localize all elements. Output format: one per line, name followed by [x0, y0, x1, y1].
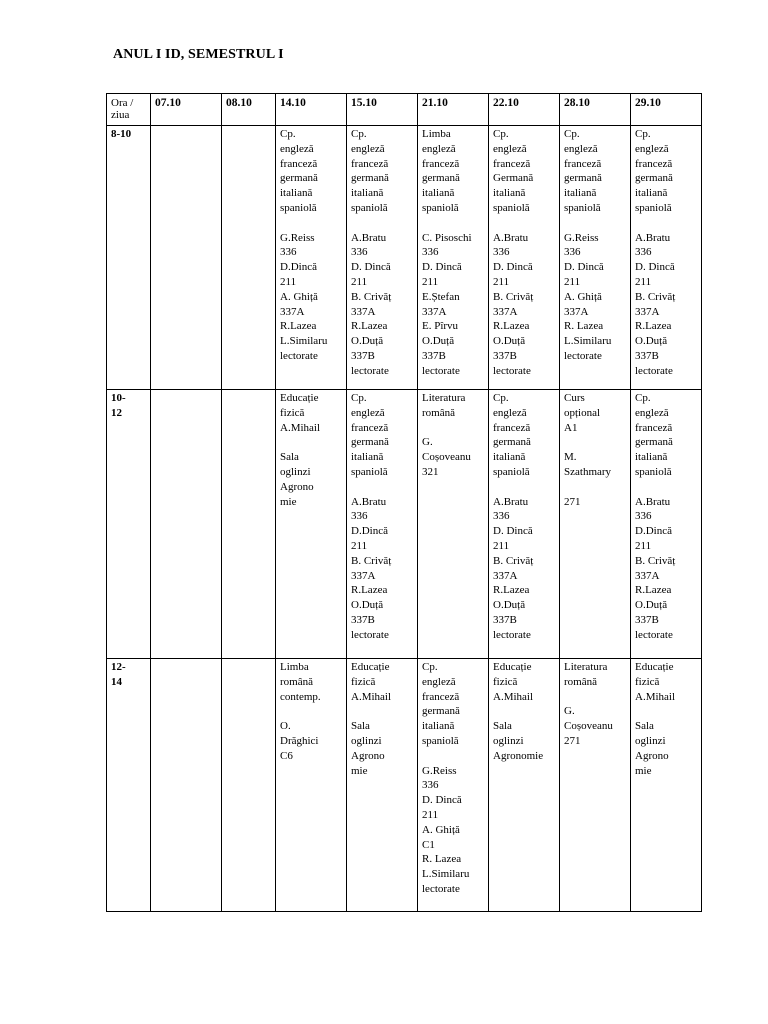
- cell-line: lectorate: [280, 349, 318, 362]
- cell-line: Sala: [635, 720, 654, 733]
- cell-line: 271: [564, 734, 581, 747]
- corner-header-cell: [107, 94, 151, 126]
- cell-line: 271: [564, 495, 581, 508]
- cell-line: franceză: [422, 690, 460, 703]
- cell-line: 337A: [635, 569, 660, 582]
- cell-line: Cp.: [493, 128, 509, 140]
- time-slot-row: [107, 390, 702, 659]
- cell-line: 211: [422, 275, 439, 288]
- cell-line: Germană: [493, 172, 534, 185]
- cell-line: 337A: [564, 305, 589, 318]
- cell-line: mie: [280, 495, 297, 508]
- cell-line: A.Bratu: [493, 495, 529, 508]
- schedule-cell: [151, 390, 222, 659]
- cell-line: spaniolă: [280, 201, 317, 214]
- cell-line: engleză: [493, 406, 527, 419]
- schedule-cell: [418, 126, 489, 390]
- cell-line: franceză: [422, 157, 460, 170]
- cell-line: engleză: [564, 142, 598, 155]
- cell-line: Limba: [280, 661, 309, 673]
- cell-line: 337B: [635, 613, 659, 626]
- line-gap: [351, 480, 417, 495]
- cell-line: franceză: [635, 421, 673, 434]
- cell-line: Agrono: [280, 480, 314, 493]
- cell-line: spaniolă: [493, 465, 530, 478]
- cell-line: italiană: [493, 187, 526, 200]
- cell-line: B. Crivăț: [351, 290, 392, 303]
- cell-line: contemp.: [280, 690, 321, 703]
- page-title: ANUL I ID, SEMESTRUL I: [113, 47, 284, 62]
- cell-line: G.Reiss: [564, 231, 599, 244]
- schedule-cell: [560, 390, 631, 659]
- cell-line: Cp.: [351, 392, 367, 404]
- cell-line: română: [564, 675, 597, 688]
- line-gap: [351, 216, 417, 231]
- cell-line: 337A: [493, 305, 518, 318]
- cell-line: D. Dincă: [351, 261, 391, 274]
- date-header-cell: 07.10: [151, 94, 222, 126]
- cell-line: lectorate: [635, 364, 673, 377]
- cell-line: română: [422, 406, 455, 419]
- cell-line: engleză: [351, 406, 385, 419]
- line-gap: [564, 435, 630, 450]
- cell-line: 8-10: [111, 128, 132, 140]
- cell-line: 337B: [351, 613, 375, 626]
- cell-line: Cp.: [351, 128, 367, 140]
- cell-line: Educație: [280, 392, 319, 404]
- schedule-cell: [151, 126, 222, 390]
- cell-line: O.Duță: [493, 599, 526, 612]
- cell-line: C1: [422, 838, 435, 851]
- cell-line: 336: [351, 246, 368, 259]
- cell-line: spaniolă: [564, 201, 601, 214]
- corner-label-line: ziua: [111, 109, 130, 121]
- cell-line: 337A: [351, 305, 376, 318]
- cell-line: spaniolă: [635, 201, 672, 214]
- cell-line: O.: [280, 720, 291, 733]
- time-slot-cell: [107, 659, 151, 912]
- cell-line: italiană: [564, 187, 597, 200]
- cell-line: L.Similaru: [280, 335, 328, 348]
- cell-line: 211: [493, 275, 510, 288]
- cell-line: G.: [422, 436, 433, 449]
- cell-line: Cp.: [280, 128, 296, 140]
- cell-line: D. Dincă: [493, 261, 533, 274]
- cell-line: 337B: [493, 349, 517, 362]
- cell-line: 337A: [280, 305, 305, 318]
- cell-line: L.Similaru: [564, 335, 612, 348]
- schedule-cell: [276, 390, 347, 659]
- cell-line: franceză: [564, 157, 602, 170]
- cell-line: 336: [564, 246, 581, 259]
- cell-line: 211: [351, 275, 368, 288]
- cell-line: G.Reiss: [280, 231, 315, 244]
- cell-line: Educație: [493, 661, 532, 673]
- cell-line: germană: [635, 436, 673, 449]
- cell-line: A. Ghiță: [564, 290, 602, 303]
- cell-line: A.Bratu: [635, 231, 671, 244]
- line-gap: [351, 704, 417, 719]
- cell-line: A. Ghiță: [422, 823, 460, 836]
- cell-line: italiană: [493, 451, 526, 464]
- cell-line: oglinzi: [280, 465, 311, 478]
- schedule-cell: [560, 659, 631, 912]
- cell-line: 337A: [422, 305, 447, 318]
- cell-line: 336: [422, 779, 439, 792]
- cell-line: 337B: [635, 349, 659, 362]
- schedule-cell: [631, 659, 702, 912]
- cell-line: Coșoveanu: [564, 720, 613, 733]
- cell-line: lectorate: [422, 364, 460, 377]
- schedule-cell: [276, 126, 347, 390]
- cell-line: E.Ștefan: [422, 290, 460, 303]
- time-slot-cell: [107, 390, 151, 659]
- cell-line: italiană: [351, 451, 384, 464]
- cell-line: R. Lazea: [564, 320, 604, 333]
- cell-line: D. Dincă: [564, 261, 604, 274]
- cell-line: germană: [635, 172, 673, 185]
- schedule-cell: [489, 659, 560, 912]
- cell-line: A1: [564, 421, 578, 434]
- time-slot-row: [107, 126, 702, 390]
- line-gap: [564, 690, 630, 705]
- line-gap: [564, 216, 630, 231]
- cell-line: G.: [564, 705, 575, 718]
- corner-label-line: Ora /: [111, 97, 134, 109]
- cell-line: A.Bratu: [635, 495, 671, 508]
- cell-line: germană: [493, 436, 531, 449]
- time-slot-row: [107, 659, 702, 912]
- cell-line: 337B: [422, 349, 446, 362]
- line-gap: [280, 704, 346, 719]
- cell-line: 14: [111, 675, 122, 688]
- cell-line: O.Duță: [635, 335, 668, 348]
- cell-line: engleză: [422, 142, 456, 155]
- cell-line: R.Lazea: [635, 584, 672, 597]
- cell-line: A.Mihail: [280, 421, 321, 434]
- cell-line: O.Duță: [422, 335, 455, 348]
- cell-line: italiană: [422, 187, 455, 200]
- cell-line: 336: [493, 510, 510, 523]
- cell-line: fizică: [635, 675, 660, 688]
- line-gap: [422, 216, 488, 231]
- cell-line: engleză: [280, 142, 314, 155]
- cell-line: Sala: [351, 720, 370, 733]
- cell-line: 336: [422, 246, 439, 259]
- cell-line: italiană: [351, 187, 384, 200]
- schedule-cell: [222, 390, 276, 659]
- cell-line: B. Crivăț: [493, 554, 534, 567]
- cell-line: fizică: [351, 675, 376, 688]
- cell-line: C. Pisoschi: [422, 231, 472, 244]
- cell-line: B. Crivăț: [635, 554, 676, 567]
- cell-line: A. Ghiță: [280, 290, 318, 303]
- cell-line: engleză: [493, 142, 527, 155]
- cell-line: 337A: [351, 569, 376, 582]
- cell-line: germană: [351, 172, 389, 185]
- cell-line: spaniolă: [351, 201, 388, 214]
- cell-line: franceză: [493, 157, 531, 170]
- schedule-cell: [560, 126, 631, 390]
- line-gap: [422, 749, 488, 764]
- cell-line: Cp.: [635, 128, 651, 140]
- cell-line: franceză: [493, 421, 531, 434]
- line-gap: [635, 216, 701, 231]
- cell-line: Cp.: [493, 392, 509, 404]
- schedule-cell: [222, 126, 276, 390]
- cell-line: lectorate: [635, 628, 673, 641]
- cell-line: Limba: [422, 128, 451, 140]
- cell-line: 211: [351, 539, 368, 552]
- cell-line: spaniolă: [493, 201, 530, 214]
- cell-line: Curs: [564, 392, 585, 404]
- cell-line: R.Lazea: [280, 320, 317, 333]
- cell-line: lectorate: [493, 364, 531, 377]
- cell-line: română: [280, 675, 313, 688]
- cell-line: Literatura: [564, 661, 608, 673]
- cell-line: L.Similaru: [422, 868, 470, 881]
- cell-line: 211: [422, 808, 439, 821]
- cell-line: italiană: [635, 451, 668, 464]
- cell-line: Cp.: [564, 128, 580, 140]
- line-gap: [635, 480, 701, 495]
- cell-line: spaniolă: [422, 201, 459, 214]
- schedule-cell: [418, 659, 489, 912]
- cell-line: lectorate: [351, 364, 389, 377]
- cell-line: R.Lazea: [351, 584, 388, 597]
- line-gap: [493, 704, 559, 719]
- cell-line: germană: [564, 172, 602, 185]
- schedule-cell: [489, 390, 560, 659]
- cell-line: 336: [635, 246, 652, 259]
- cell-line: B. Crivăț: [635, 290, 676, 303]
- cell-line: franceză: [280, 157, 318, 170]
- cell-line: Szathmary: [564, 465, 612, 478]
- cell-line: Agrono: [351, 749, 385, 762]
- cell-line: 337A: [493, 569, 518, 582]
- line-gap: [493, 216, 559, 231]
- cell-line: A.Mihail: [351, 690, 392, 703]
- cell-line: 12: [111, 406, 122, 419]
- schedule-cell: [347, 126, 418, 390]
- line-gap: [493, 480, 559, 495]
- cell-line: A.Bratu: [351, 231, 387, 244]
- schedule-cell: [631, 126, 702, 390]
- cell-line: 336: [635, 510, 652, 523]
- cell-line: germană: [422, 172, 460, 185]
- cell-line: Educație: [635, 661, 674, 673]
- cell-line: italiană: [422, 720, 455, 733]
- cell-line: Cp.: [422, 661, 438, 673]
- schedule-cell: [151, 659, 222, 912]
- cell-line: D. Dincă: [493, 525, 533, 538]
- date-header-cell: 15.10: [347, 94, 418, 126]
- cell-line: 337B: [493, 613, 517, 626]
- cell-line: C6: [280, 749, 293, 762]
- schedule-cell: [418, 390, 489, 659]
- line-gap: [280, 435, 346, 450]
- cell-line: M.: [564, 451, 577, 464]
- cell-line: O.Duță: [493, 335, 526, 348]
- cell-line: 321: [422, 465, 439, 478]
- cell-line: franceză: [635, 157, 673, 170]
- cell-line: oglinzi: [351, 734, 382, 747]
- cell-line: R.Lazea: [493, 320, 530, 333]
- cell-line: Agronomie: [493, 749, 544, 762]
- cell-line: spaniolă: [635, 465, 672, 478]
- cell-line: Educație: [351, 661, 390, 673]
- schedule-cell: [347, 390, 418, 659]
- cell-line: 12-: [111, 661, 126, 673]
- cell-line: lectorate: [564, 349, 602, 362]
- cell-line: D. Dincă: [422, 261, 462, 274]
- cell-line: A.Mihail: [493, 690, 534, 703]
- cell-line: D. Dincă: [422, 794, 462, 807]
- date-header-cell: 22.10: [489, 94, 560, 126]
- cell-line: A.Mihail: [635, 690, 676, 703]
- cell-line: O.Duță: [351, 335, 384, 348]
- cell-line: O.Duță: [351, 599, 384, 612]
- line-gap: [280, 216, 346, 231]
- cell-line: R. Lazea: [422, 853, 462, 866]
- cell-line: spaniolă: [422, 734, 459, 747]
- header-row: [107, 94, 702, 126]
- cell-line: D.Dincă: [351, 525, 388, 538]
- cell-line: lectorate: [351, 628, 389, 641]
- cell-line: B. Crivăț: [493, 290, 534, 303]
- cell-line: franceză: [351, 421, 389, 434]
- schedule-cell: [631, 390, 702, 659]
- cell-line: lectorate: [493, 628, 531, 641]
- cell-line: D.Dincă: [280, 261, 317, 274]
- schedule-table: [106, 93, 702, 912]
- cell-line: B. Crivăț: [351, 554, 392, 567]
- cell-line: A.Bratu: [351, 495, 387, 508]
- cell-line: Sala: [280, 451, 299, 464]
- cell-line: italiană: [635, 187, 668, 200]
- time-slot-cell: [107, 126, 151, 390]
- schedule-cell: [276, 659, 347, 912]
- cell-line: R.Lazea: [635, 320, 672, 333]
- cell-line: engleză: [635, 142, 669, 155]
- cell-line: R.Lazea: [493, 584, 530, 597]
- cell-line: 336: [493, 246, 510, 259]
- cell-line: 211: [635, 275, 652, 288]
- cell-line: 337A: [635, 305, 660, 318]
- date-header-cell: 21.10: [418, 94, 489, 126]
- cell-line: 336: [351, 510, 368, 523]
- cell-line: 211: [280, 275, 297, 288]
- cell-line: E. Pîrvu: [422, 320, 459, 333]
- cell-line: oglinzi: [493, 734, 524, 747]
- cell-line: engleză: [635, 406, 669, 419]
- cell-line: 211: [635, 539, 652, 552]
- cell-line: D. Dincă: [635, 261, 675, 274]
- cell-line: spaniolă: [351, 465, 388, 478]
- cell-line: 211: [493, 539, 510, 552]
- schedule-cell: [222, 659, 276, 912]
- date-header-cell: 08.10: [222, 94, 276, 126]
- date-header-cell: 14.10: [276, 94, 347, 126]
- line-gap: [635, 704, 701, 719]
- line-gap: [564, 480, 630, 495]
- cell-line: mie: [635, 764, 652, 777]
- cell-line: G.Reiss: [422, 764, 457, 777]
- cell-line: Cp.: [635, 392, 651, 404]
- cell-line: Sala: [493, 720, 512, 733]
- cell-line: Literatura: [422, 392, 466, 404]
- cell-line: germană: [422, 705, 460, 718]
- cell-line: engleză: [351, 142, 385, 155]
- cell-line: lectorate: [422, 882, 460, 895]
- cell-line: 337B: [351, 349, 375, 362]
- cell-line: O.Duță: [635, 599, 668, 612]
- date-header-cell: 29.10: [631, 94, 702, 126]
- cell-line: oglinzi: [635, 734, 666, 747]
- cell-line: Agrono: [635, 749, 669, 762]
- date-header-cell: 28.10: [560, 94, 631, 126]
- cell-line: 336: [280, 246, 297, 259]
- cell-line: engleză: [422, 675, 456, 688]
- cell-line: italiană: [280, 187, 313, 200]
- cell-line: Coșoveanu: [422, 451, 471, 464]
- cell-line: fizică: [280, 406, 305, 419]
- schedule-cell: [489, 126, 560, 390]
- cell-line: D.Dincă: [635, 525, 672, 538]
- cell-line: 10-: [111, 392, 126, 404]
- cell-line: A.Bratu: [493, 231, 529, 244]
- cell-line: franceză: [351, 157, 389, 170]
- cell-line: germană: [280, 172, 318, 185]
- cell-line: germană: [351, 436, 389, 449]
- schedule-cell: [347, 659, 418, 912]
- cell-line: mie: [351, 764, 368, 777]
- cell-line: fizică: [493, 675, 518, 688]
- cell-line: R.Lazea: [351, 320, 388, 333]
- cell-line: opțional: [564, 406, 601, 419]
- cell-line: 211: [564, 275, 581, 288]
- line-gap: [422, 421, 488, 436]
- cell-line: Drăghici: [280, 734, 319, 747]
